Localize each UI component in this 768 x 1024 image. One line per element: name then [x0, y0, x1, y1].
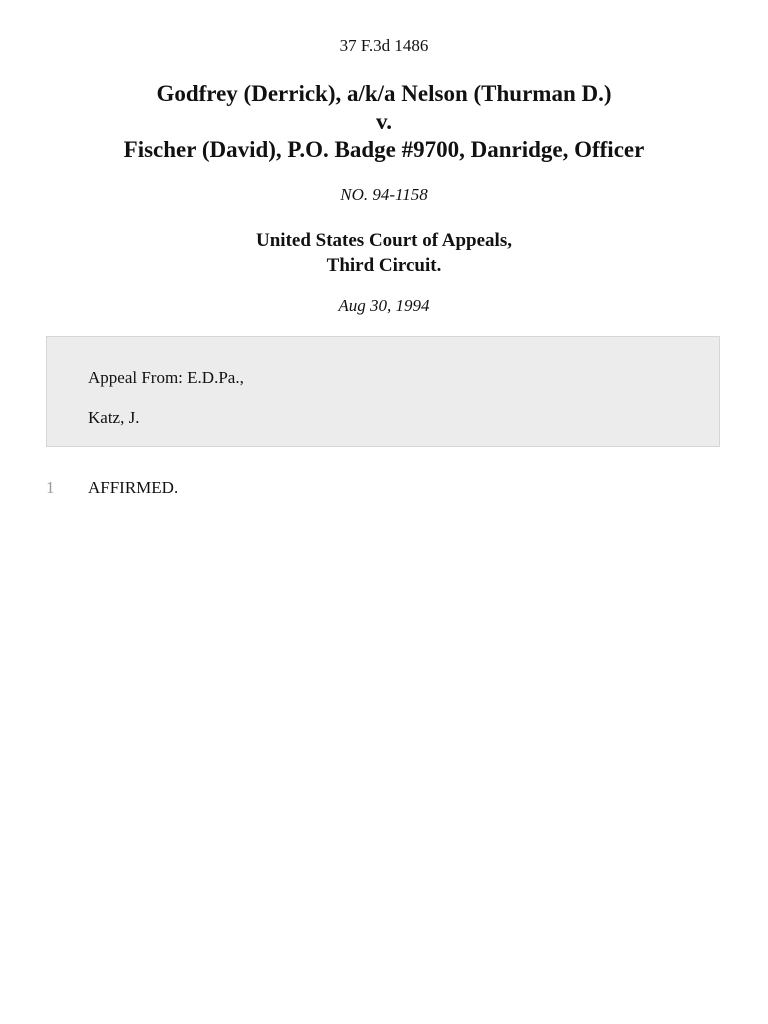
appeal-from: Appeal From: E.D.Pa.,	[88, 368, 244, 387]
docket-number: NO. 94-1158	[340, 185, 428, 204]
case-title	[0, 80, 768, 164]
decision-date: Aug 30, 1994	[338, 296, 430, 315]
case-citation: 37 F.3d 1486	[339, 36, 429, 55]
paragraph-number: 1	[46, 478, 55, 497]
court-name	[0, 228, 768, 278]
case-title-line-3: Fischer (David), P.O. Badge #9700, Danridge, Officer	[123, 137, 645, 162]
case-title-line-1: Godfrey (Derrick), a/k/a Nelson (Thurman D.)	[156, 81, 612, 106]
court-name-line-2: Third Circuit.	[326, 255, 442, 276]
court-name-line-1: United States Court of Appeals,	[256, 230, 512, 251]
paragraph-text: AFFIRMED.	[88, 478, 179, 497]
case-title-versus: v.	[376, 109, 392, 134]
appeal-info-box	[46, 336, 720, 447]
judge-name: Katz, J.	[88, 408, 140, 427]
